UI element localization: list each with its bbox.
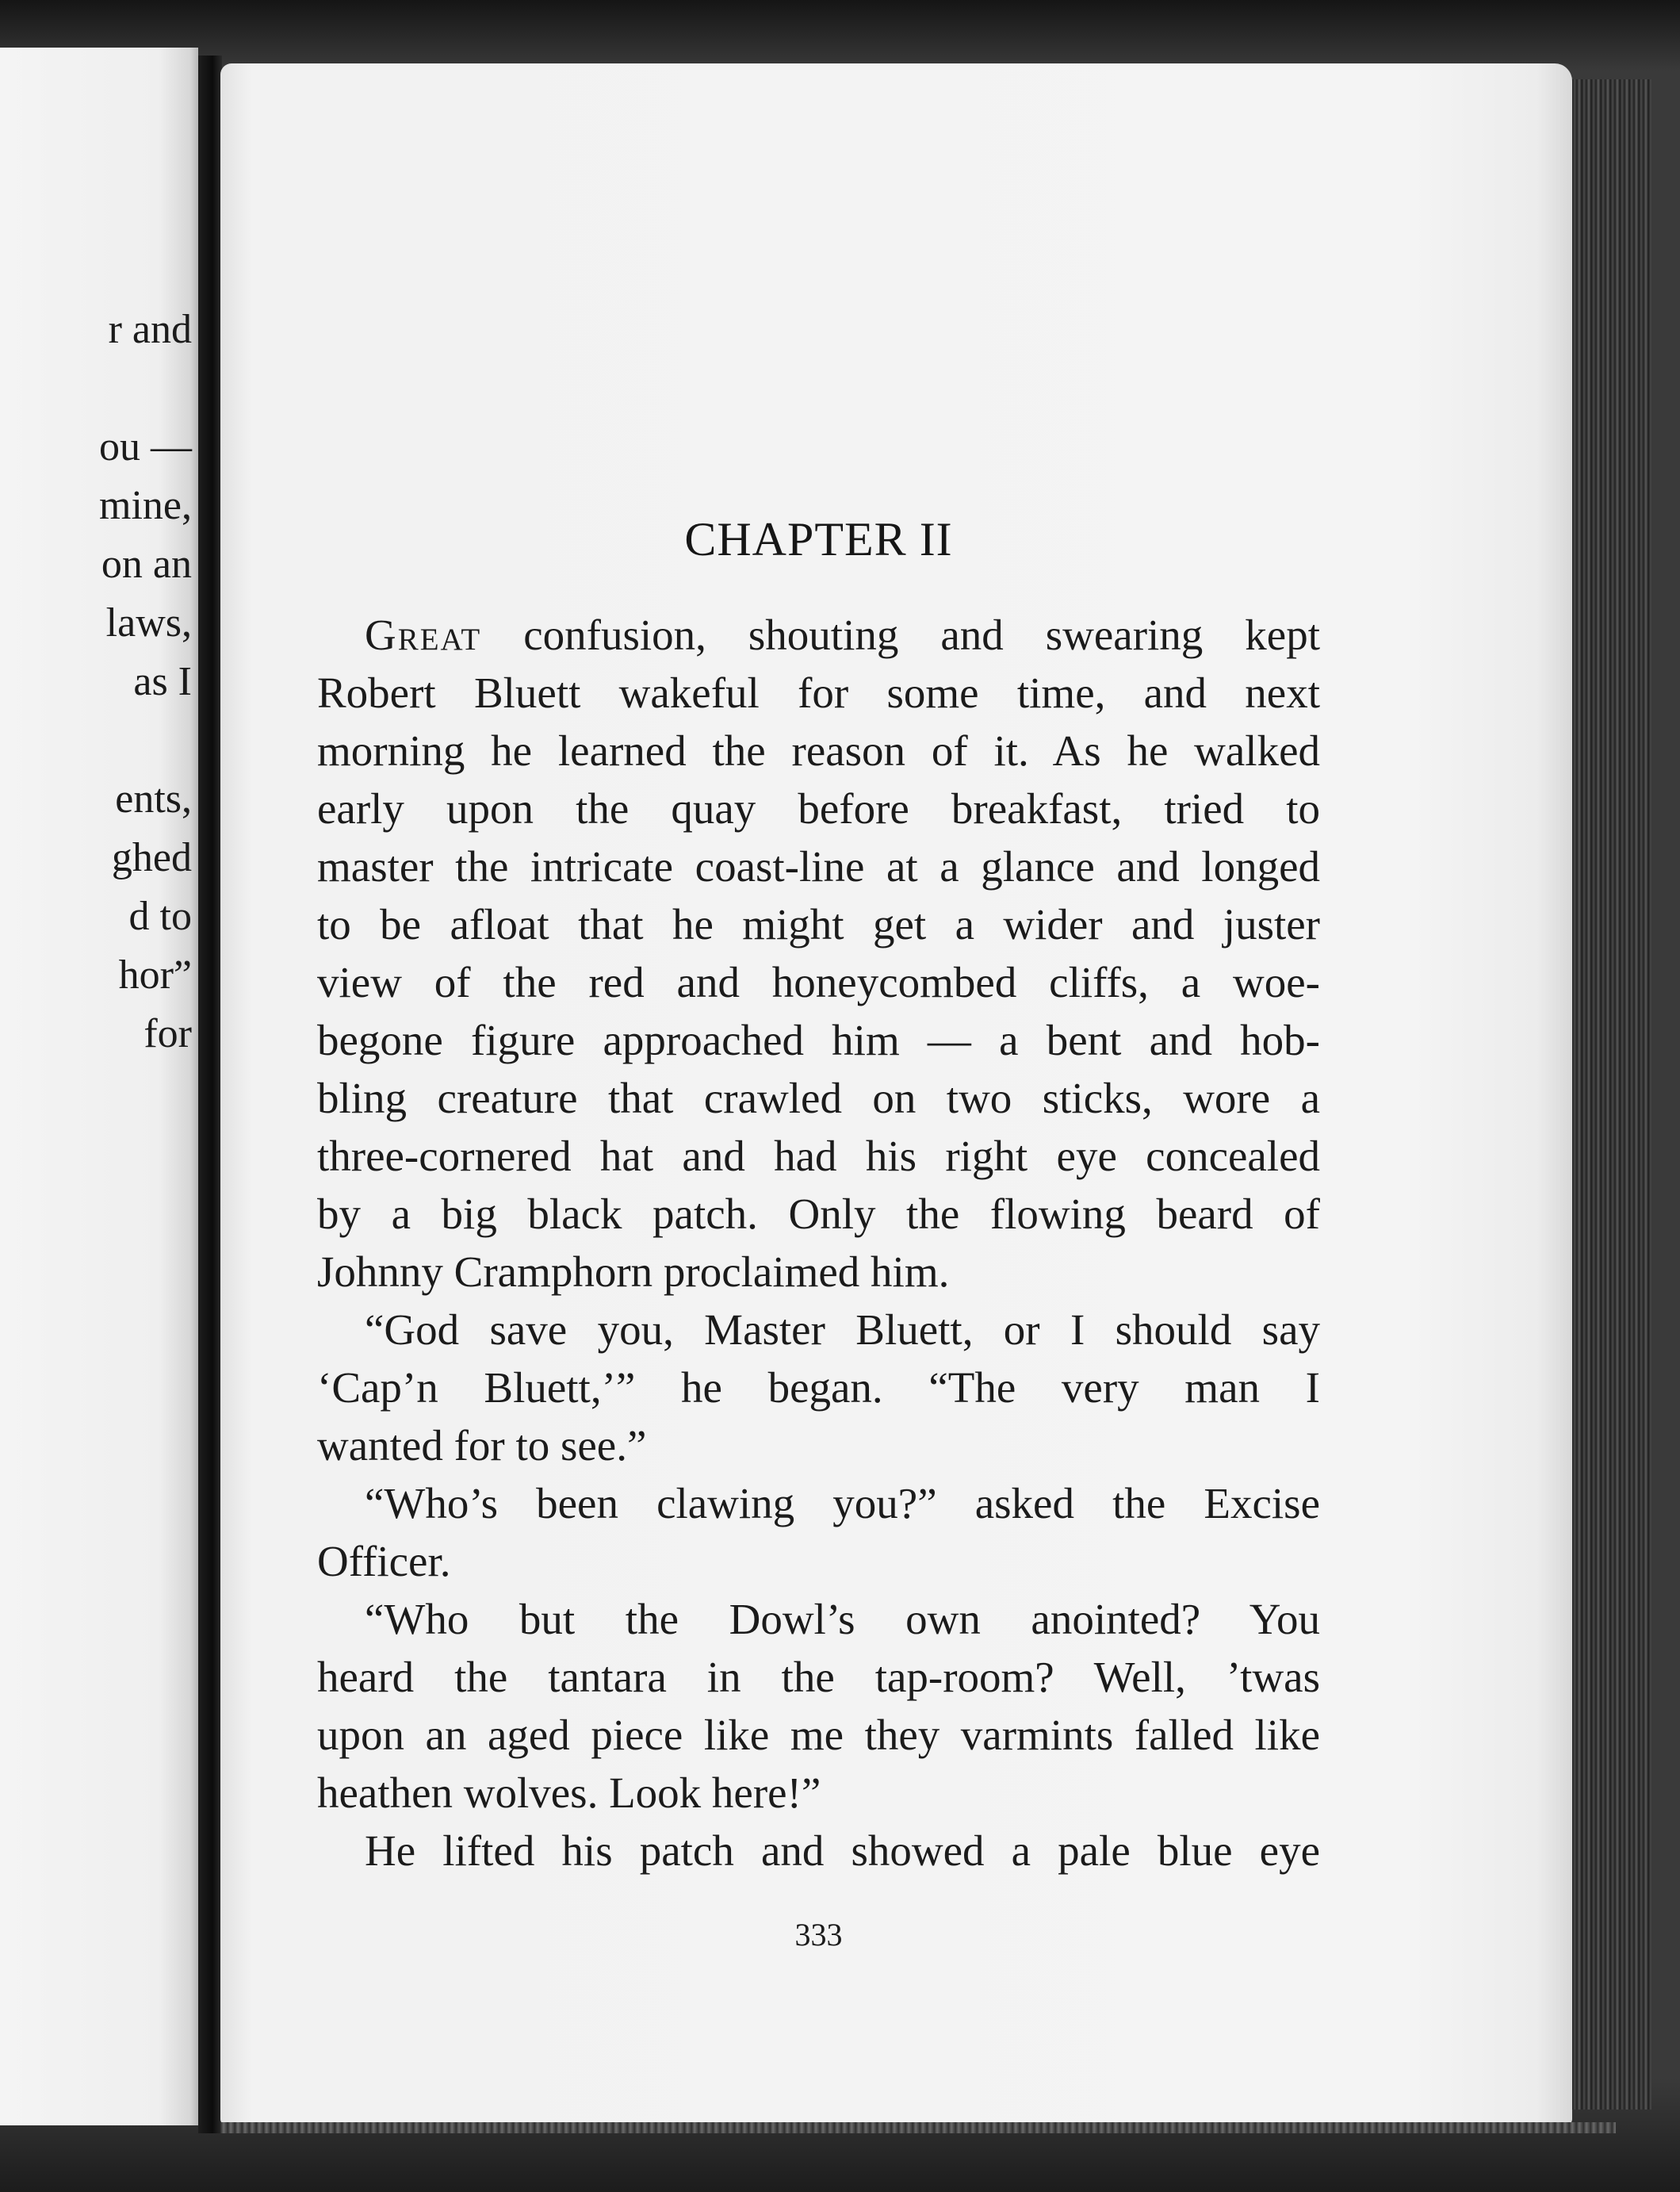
text-line: bling creature that crawled on two sticks, wore a	[317, 1074, 1320, 1122]
text-line: heard the tantara in the tap-room? Well, ’twas	[317, 1653, 1320, 1701]
text-line: wanted for to see.”	[317, 1421, 647, 1470]
text-line: master the intricate coast-line at a glance and longed	[317, 842, 1320, 891]
chapter-heading: CHAPTER II	[684, 513, 953, 565]
left-page-fragment: d to	[128, 894, 192, 939]
text-line: He lifted his patch and showed a pale blue eye	[365, 1826, 1320, 1875]
left-page-fragment: hor”	[118, 952, 192, 998]
text-line: early upon the quay before breakfast, tried to	[317, 784, 1320, 833]
text-line: three-cornered hat and had his right eye concealed	[317, 1132, 1320, 1180]
text-line: upon an aged piece like me they varmints falled like	[317, 1711, 1320, 1759]
text-line: Officer.	[317, 1537, 451, 1585]
book-gutter	[198, 56, 222, 2133]
text-line: to be afloat that he might get a wider and juster	[317, 900, 1320, 948]
text-line	[317, 613, 1320, 657]
left-page-fragment: ents,	[115, 776, 192, 822]
left-page-fragment: ou —	[99, 424, 192, 469]
text-line: “Who’s been clawing you?” asked the Excise	[365, 1479, 1320, 1527]
drop-word: Great	[365, 611, 482, 659]
text-line: “Who but the Dowl’s own anointed? You	[365, 1595, 1320, 1643]
text-line: “God save you, Master Bluett, or I should say	[365, 1305, 1320, 1354]
page-number: 333	[794, 1917, 843, 1952]
left-page-fragment: ghed	[111, 835, 192, 880]
text-line: morning he learned the reason of it. As he walked	[317, 726, 1320, 775]
text-line: Robert Bluett wakeful for some time, and next	[317, 669, 1320, 717]
text-line: begone figure approached him — a bent and hob-	[317, 1016, 1320, 1064]
left-page-fragment: mine,	[99, 483, 192, 528]
text-line: by a big black patch. Only the flowing beard of	[317, 1190, 1320, 1238]
text-line: heathen wolves. Look here!”	[317, 1769, 821, 1817]
left-page-fragment: laws,	[105, 600, 192, 646]
text-line: ‘Cap’n Bluett,’” he began. “The very man I	[317, 1363, 1320, 1412]
text-line: view of the red and honeycombed cliffs, a woe-	[317, 958, 1320, 1006]
left-page-fragment: as I	[133, 659, 192, 704]
left-page-fragment: on an	[101, 542, 192, 587]
left-page-fragment: r and	[108, 307, 192, 352]
text-line: Johnny Cramphorn proclaimed him.	[317, 1247, 950, 1296]
page-edges	[1572, 79, 1651, 2110]
left-page-fragment: for	[144, 1011, 192, 1056]
text-line-remainder: confusion, shouting and swearing kept	[481, 611, 1320, 659]
page-bottom-edge	[220, 2122, 1616, 2133]
previous-page	[0, 48, 198, 2125]
